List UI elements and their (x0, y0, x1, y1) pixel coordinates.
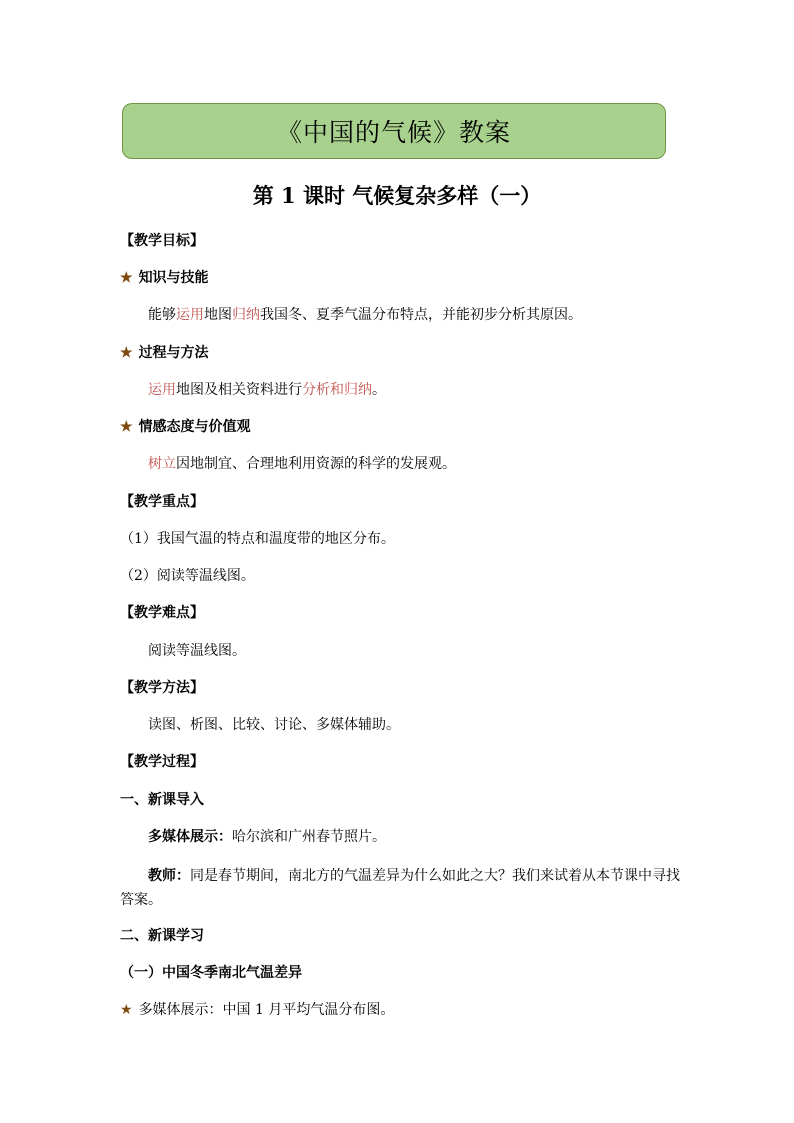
process-method-text-d: 。 (372, 382, 386, 398)
key-point-1: （1）我国气温的特点和温度带的地区分布。 (120, 531, 395, 547)
star-icon: ★ (120, 1002, 133, 1018)
step2-heading: 二、新课学习 (120, 928, 204, 944)
process-method-text-c: 分析和归纳 (302, 382, 372, 398)
star-icon: ★ (120, 419, 133, 435)
section-key-points: 【教学重点】 (120, 494, 204, 510)
process-method-text-b: 地图及相关资料进行 (176, 382, 302, 398)
document-title: 《中国的气候》教案 (276, 118, 511, 147)
attitude-heading-text: 情感态度与价值观 (138, 419, 251, 435)
section-process: 【教学过程】 (120, 754, 204, 770)
star-icon: ★ (120, 345, 133, 361)
multimedia-label: 多媒体展示： (148, 829, 232, 845)
lesson-subtitle: 第 1 课时 气候复杂多样（一） (252, 183, 542, 208)
knowledge-text-b: 运用 (176, 307, 204, 323)
teacher-label: 教师： (148, 868, 190, 884)
last-line (120, 1000, 394, 1020)
process-method-text-a: 运用 (148, 382, 176, 398)
attitude-text (148, 454, 456, 474)
knowledge-text-d: 归纳 (232, 307, 260, 323)
star-icon: ★ (120, 270, 133, 286)
difficulty-text: 阅读等温线图。 (148, 643, 246, 659)
process-method-heading-text: 过程与方法 (138, 345, 209, 361)
knowledge-text-e: 我国冬、夏季气温分布特点，并能初步分析其原因。 (260, 307, 582, 323)
multimedia-text: 哈尔滨和广州春节照片。 (232, 829, 386, 845)
attitude-text-b: 因地制宜、合理地利用资源的科学的发展观。 (176, 456, 456, 472)
knowledge-heading-text: 知识与技能 (138, 270, 209, 286)
section-objectives: 【教学目标】 (120, 233, 204, 249)
teacher-paragraph (120, 864, 680, 912)
attitude-heading (120, 417, 251, 437)
sub1-heading: （一）中国冬季南北气温差异 (120, 965, 302, 981)
process-method-text (148, 380, 386, 400)
methods-text: 读图、析图、比较、讨论、多媒体辅助。 (148, 717, 400, 733)
step1-heading: 一、新课导入 (120, 792, 204, 808)
knowledge-text (148, 305, 582, 325)
process-method-heading (120, 343, 209, 363)
multimedia-line (148, 827, 386, 847)
title-banner (122, 103, 666, 159)
knowledge-heading (120, 268, 209, 288)
section-methods: 【教学方法】 (120, 680, 204, 696)
knowledge-text-c: 地图 (204, 307, 232, 323)
teacher-text: 同是春节期间，南北方的气温差异为什么如此之大？我们来试着从本节课中寻找答案。 (120, 868, 680, 908)
last-line-text: 多媒体展示：中国 1 月平均气温分布图。 (138, 1002, 395, 1018)
section-difficulties: 【教学难点】 (120, 605, 204, 621)
attitude-text-a: 树立 (148, 456, 176, 472)
key-point-2: （2）阅读等温线图。 (120, 568, 255, 584)
knowledge-text-a: 能够 (148, 307, 176, 323)
